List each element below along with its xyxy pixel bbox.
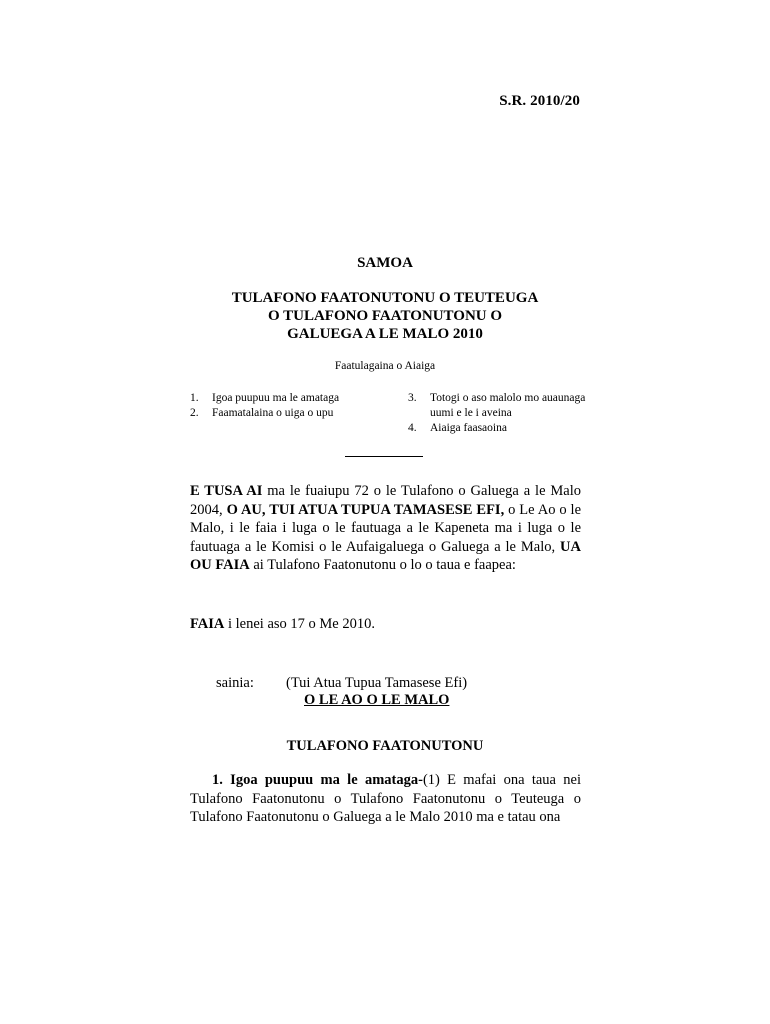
toc-item-number: 1.: [190, 392, 199, 404]
toc-item: [408, 421, 588, 436]
act-title: [0, 289, 770, 343]
regulations-heading: TULAFONO FAATONUTONU: [286, 738, 484, 754]
date-text: i lenei aso 17 o Me 2010.: [224, 616, 375, 632]
section-1-text: (1) E mafai ona taua nei Tulafono Faatonutonu o Tulafono Faatonutonu o Teuteuga o Tulafono Faatonutonu o Galuega a le Malo 2010 ma e tatau ona: [190, 772, 582, 825]
act-title-line: O TULAFONO FAATONUTONU O: [267, 308, 503, 324]
enactment-paragraph: [190, 482, 581, 575]
enactment-bold-1: E TUSA AI: [190, 483, 263, 499]
toc-heading: Faatulagaina o Aiaiga: [334, 360, 436, 372]
act-title-line: GALUEGA A LE MALO 2010: [287, 326, 483, 342]
toc-item: [190, 406, 390, 421]
section-divider: [345, 456, 423, 457]
toc-item-text: Totogi o aso malolo mo auaunaga uumi e le i aveina: [430, 392, 586, 419]
section-1-heading: 1. Igoa puupuu ma le amataga-: [212, 772, 423, 788]
signatory-title: O LE AO O LE MALO: [304, 692, 450, 708]
toc-item-text: Faamatalaina o uiga o upu: [212, 407, 334, 419]
toc-item-text: Igoa puupuu ma le amataga: [212, 392, 340, 404]
date-bold: FAIA: [190, 616, 225, 632]
toc-item-number: 2.: [190, 407, 199, 419]
toc-right-column: [408, 391, 588, 436]
toc-item: [408, 391, 588, 421]
enactment-bold-2: O AU, TUI ATUA TUPUA TAMASESE EFI,: [226, 501, 505, 518]
toc-item-text: Aiaiga faasaoina: [430, 422, 507, 434]
signature-label: sainia:: [216, 675, 254, 691]
country-heading: SAMOA: [357, 255, 413, 271]
act-title-line: TULAFONO FAATONUTONU O TEUTEUGA: [231, 290, 539, 306]
date-paragraph: [190, 615, 581, 634]
regulation-reference: S.R. 2010/20: [499, 93, 580, 109]
section-1-paragraph: [190, 771, 581, 827]
toc-item: [190, 391, 390, 406]
signatory-name: (Tui Atua Tupua Tamasese Efi): [286, 675, 468, 691]
enactment-text-1: ma le fuaiupu 72 o le Tulafono o Galuega a le Malo 2004,: [190, 483, 581, 518]
toc-left-column: [190, 391, 390, 421]
enactment-text-3: ai Tulafono Faatonutonu o lo o taua e faapea:: [249, 557, 516, 573]
toc-item-number: 3.: [408, 392, 417, 404]
enactment-text-2: o Le Ao o le Malo, i le faia i luga o le fautuaga a le Kapeneta ma i luga o le fautuaga a le Komisi o le Aufaigaluega o Galuega a le Malo,: [190, 501, 582, 555]
enactment-bold-3: UA OU FAIA: [190, 538, 581, 573]
toc-item-number: 4.: [408, 422, 417, 434]
